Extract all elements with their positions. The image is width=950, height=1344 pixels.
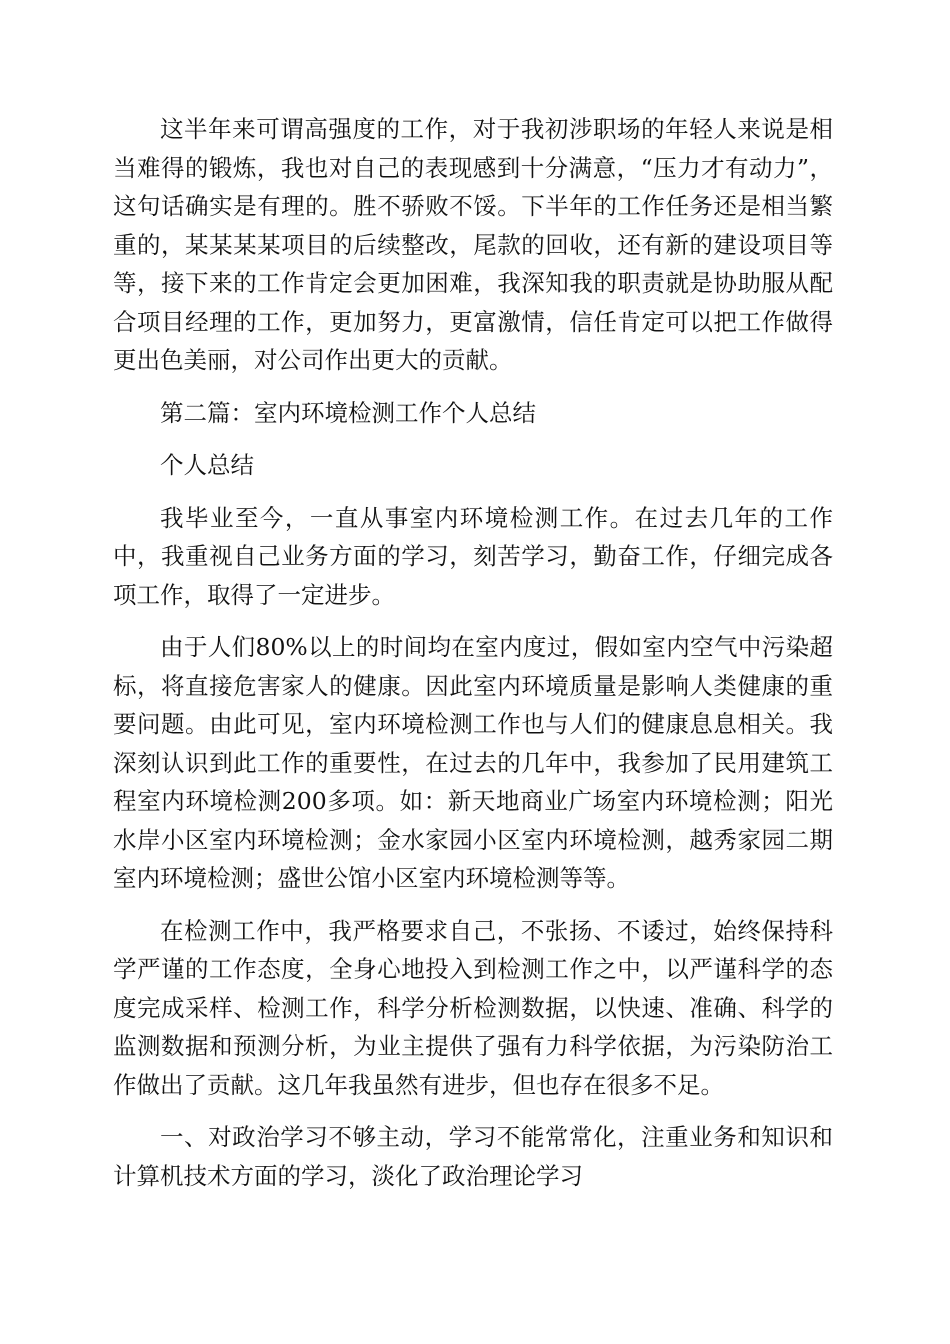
section-heading: 第二篇：室内环境检测工作个人总结 <box>160 398 536 427</box>
section-subheading: 个人总结 <box>160 451 254 479</box>
paragraph-work-attitude: 在检测工作中，我严格要求自己，不张扬、不诿过，始终保持科学严谨的工作态度，全身心地投入到检测工作之中，以严谨科学的态度完成采样、检测工作，科学分析检测数据，以快速、准确、科学的监测数据和预测分析，为业主提供了强有力科学依据，为污染防治工作做出了贡献。这几年我虽然有进步，但也存在很多不足。 <box>113 916 833 1099</box>
document-page <box>113 110 833 1209</box>
paragraph-introduction: 我毕业至今，一直从事室内环境检测工作。在过去几年的工作中，我重视自己业务方面的学习，刻苦学习，勤奋工作，仔细完成各项工作，取得了一定进步。 <box>113 503 833 609</box>
paragraph-importance: 由于人们80%以上的时间均在室内度过，假如室内空气中污染超标，将直接危害家人的健康。因此室内环境质量是影响人类健康的重要问题。由此可见，室内环境检测工作也与人们的健康息息相关。我深刻认识到此工作的重要性，在过去的几年中，我参加了民用建筑工程室内环境检测200多项。如：新天地商业广场室内环境检测；阳光水岸小区室内环境检测；金水家园小区室内环境检测，越秀家园二期室内环境检测；盛世公馆小区室内环境检测等等。 <box>113 633 833 892</box>
paragraph-shortcoming-one: 一、对政治学习不够主动，学习不能常常化，注重业务和知识和计算机技术方面的学习，淡化了政治理论学习 <box>113 1123 833 1190</box>
paragraph-closing-summary: 这半年来可谓高强度的工作，对于我初涉职场的年轻人来说是相当难得的锻炼，我也对自己的表现感到十分满意，“压力才有动力”，这句话确实是有理的。胜不骄败不馁。下半年的工作任务还是相当繁重的，某某某某项目的后续整改，尾款的回收，还有新的建设项目等等，接下来的工作肯定会更加困难，我深知我的职责就是协助服从配合项目经理的工作，更加努力，更富激情，信任肯定可以把工作做得更出色美丽，对公司作出更大的贡献。 <box>113 115 833 374</box>
